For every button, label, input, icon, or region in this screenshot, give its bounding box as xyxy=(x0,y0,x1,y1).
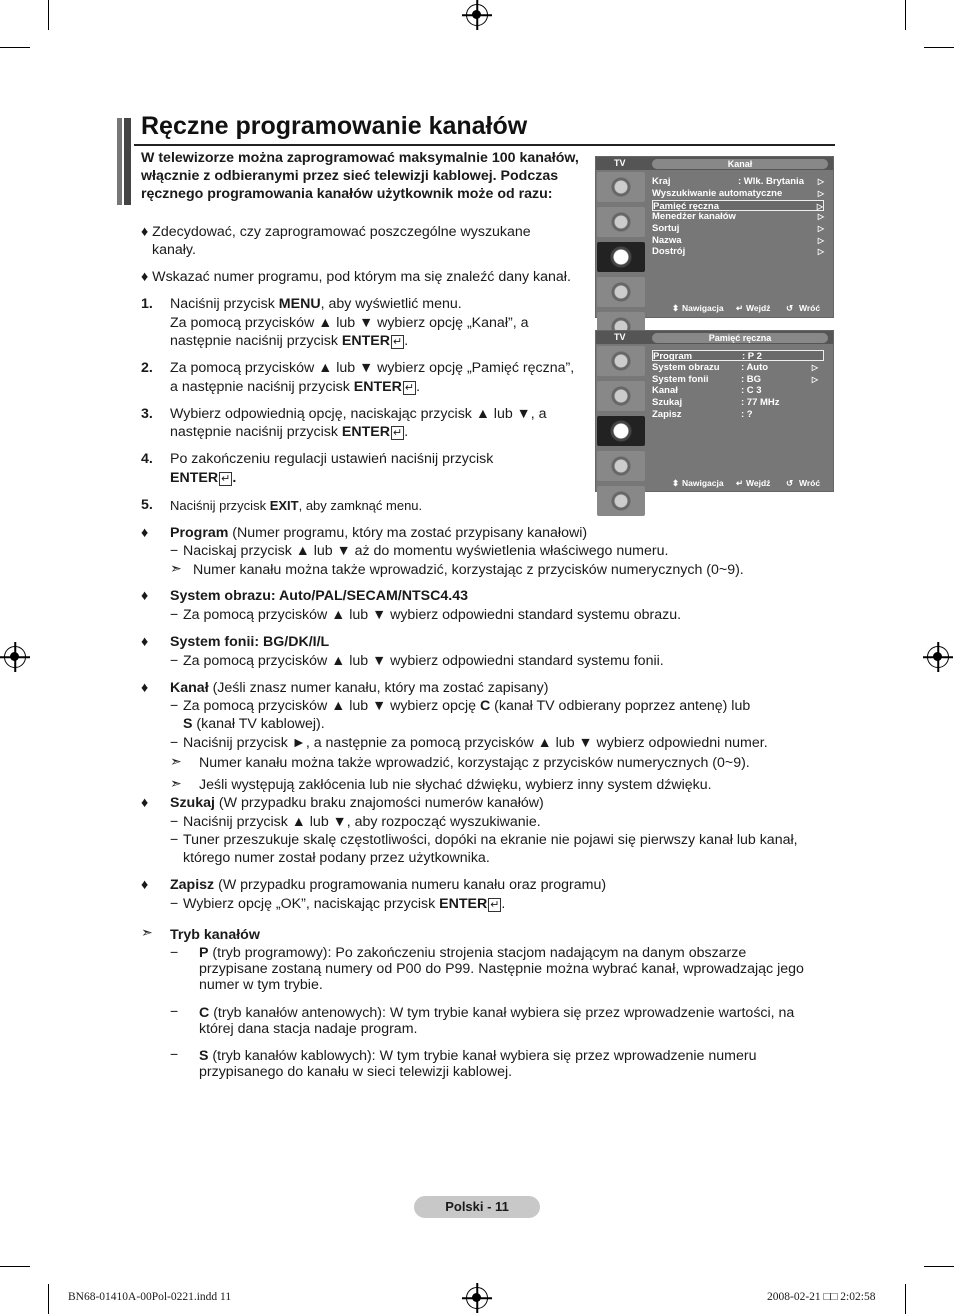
sound-icon xyxy=(597,381,645,411)
item-sound-system-dash-1: Za pomocą przycisków ▲ lub ▼ wybierz odpowiedni standard systemu fonii. xyxy=(183,653,664,669)
channel-mode-s: S (tryb kanałów kablowych): W tym trybie kanał wybiera się przez wprowadzenie numeru xyxy=(199,1048,757,1064)
item-program-dash-1: Naciskaj przycisk ▲ lub ▼ aż do momentu wyświetlenia właściwego numeru. xyxy=(183,543,669,559)
intro-bullet-1-cont: kanały. xyxy=(152,242,196,258)
tv-label: TV xyxy=(614,158,626,168)
registration-mark-icon xyxy=(927,646,949,668)
channel-icon xyxy=(597,242,645,272)
crop-mark xyxy=(0,1266,30,1267)
tv-menu-manual-store xyxy=(595,330,834,492)
registration-mark-icon xyxy=(466,4,488,26)
item-search-dash-2-cont: którego numer został podany przez użytkownika. xyxy=(183,850,490,866)
arrow-right-icon: ▷ xyxy=(816,201,823,211)
item-search-dash-1: Naciśnij przycisk ▲ lub ▼, aby rozpocząć wyszukiwanie. xyxy=(183,814,541,830)
tv-menu-item[interactable]: System fonii : BG ▷ xyxy=(652,373,818,385)
step-1-line-2: Za pomocą przycisków ▲ lub ▼ wybierz opcję „Kanał”, a xyxy=(170,315,529,331)
enter-icon: ↵ xyxy=(736,303,744,313)
step-number: 3. xyxy=(141,406,153,422)
intro-bullet-1: ♦ Zdecydować, czy zaprogramować poszczególne wyszukane xyxy=(141,224,531,240)
dash-icon: − xyxy=(170,653,179,669)
step-4-line-1: Po zakończeniu regulacji ustawień naciśnij przycisk xyxy=(170,451,494,467)
bullet-icon: ♦ xyxy=(141,680,149,696)
dash-icon: − xyxy=(170,543,179,559)
tv-menu-item[interactable]: Sortuj ▷ xyxy=(652,223,824,234)
crop-mark xyxy=(48,1284,49,1314)
tv-label: TV xyxy=(614,332,626,342)
tv-menu-header xyxy=(596,157,833,170)
enter-icon: ↵ xyxy=(490,899,500,911)
item-search: Szukaj (W przypadku braku znajomości numerów kanałów) xyxy=(170,795,544,811)
item-sound-system: System fonii: BG/DK/I/L xyxy=(170,634,330,650)
crop-mark xyxy=(905,1284,906,1314)
dash-icon: − xyxy=(170,832,179,848)
page-title: Ręczne programowanie kanałów xyxy=(141,112,528,140)
navigate-icon: ⬍ xyxy=(672,478,680,488)
dash-icon: − xyxy=(170,698,179,714)
tv-menu-sidebar xyxy=(596,170,646,347)
item-channel-note-1: Numer kanału można także wprowadzić, korzystając z przycisków numerycznych (0~9). xyxy=(199,755,750,771)
channel-mode-c: C (tryb kanałów antenowych): W tym trybie kanał wybiera się przez wprowadzenie wartości, na xyxy=(199,1005,795,1021)
step-number: 5. xyxy=(141,497,153,513)
intro-bullet-2: ♦ Wskazać numer programu, pod którym ma się znaleźć dany kanał. xyxy=(141,269,571,285)
item-program: Program (Numer programu, który ma zostać przypisany kanałowi) xyxy=(170,525,588,541)
tv-menu-sidebar xyxy=(596,344,646,521)
input-icon xyxy=(597,486,645,516)
bullet-icon: ♦ xyxy=(141,877,149,893)
item-picture-system: System obrazu: Auto/PAL/SECAM/NTSC4.43 xyxy=(170,588,468,604)
arrow-right-icon: ▷ xyxy=(817,177,824,186)
page-number: Polski - 11 xyxy=(414,1196,540,1218)
sound-icon xyxy=(597,207,645,237)
tv-menu-item[interactable]: Szukaj : 77 MHz xyxy=(652,397,780,408)
return-icon: ↺ xyxy=(786,478,794,488)
return-icon: ↺ xyxy=(786,303,794,313)
note-icon: ➣ xyxy=(170,754,182,770)
tv-menu-item[interactable]: Wyszukiwanie automatyczne ▷ xyxy=(652,188,824,199)
step-4-line-2: ENTER ↵ . xyxy=(170,470,237,486)
tv-menu-title: Pamięć ręczna xyxy=(652,333,828,343)
item-channel-note-2: Jeśli występują zakłócenia lub nie słychać dźwięku, wybierz inny system dźwięku. xyxy=(199,777,712,793)
enter-icon: ↵ xyxy=(736,478,744,488)
step-3-line-1: Wybierz odpowiednią opcję, naciskając przycisk ▲ lub ▼, a xyxy=(170,406,547,422)
title-accent-bar xyxy=(124,118,131,205)
item-picture-system-dash-1: Za pomocą przycisków ▲ lub ▼ wybierz odpowiedni standard systemu obrazu. xyxy=(183,607,682,623)
dash-icon: − xyxy=(170,607,179,623)
arrow-right-icon: ▷ xyxy=(817,189,824,198)
tv-menu-channel xyxy=(595,156,834,318)
arrow-right-icon: ▷ xyxy=(811,363,818,372)
channel-mode-heading: Tryb kanałów xyxy=(170,927,260,943)
step-number: 2. xyxy=(141,360,153,376)
enter-icon: ↵ xyxy=(393,427,403,439)
crop-mark xyxy=(924,1266,954,1267)
channel-mode-c-cont: której dana stacja nadaje program. xyxy=(199,1021,418,1037)
item-store-dash-1: Wybierz opcję „OK”, naciskając przycisk ENTER ↵ . xyxy=(183,896,506,912)
dash-icon: − xyxy=(170,945,179,961)
arrow-right-icon: ▷ xyxy=(817,212,824,221)
tv-menu-item[interactable]: Kraj : Wlk. Brytania ▷ xyxy=(652,176,824,187)
tv-menu-item[interactable]: System obrazu : Auto ▷ xyxy=(652,362,818,373)
tv-menu-header xyxy=(596,331,833,344)
registration-mark-icon xyxy=(466,1287,488,1309)
crop-mark xyxy=(905,0,906,30)
item-channel-dash-1-cont: S (kanał TV kablowej). xyxy=(183,716,325,732)
item-channel-dash-1: Za pomocą przycisków ▲ lub ▼ wybierz opcję C (kanał TV odbierany poprzez antenę) lub xyxy=(183,698,751,714)
step-3-line-2: następnie naciśnij przycisk ENTER ↵ . xyxy=(170,424,409,440)
file-slug: BN68-01410A-00Pol-0221.indd 11 xyxy=(68,1291,232,1303)
note-icon: ➣ xyxy=(170,776,182,792)
title-accent-bar xyxy=(117,118,122,205)
dash-icon: − xyxy=(170,896,179,912)
step-1-line-1: Naciśnij przycisk MENU, aby wyświetlić menu. xyxy=(170,296,462,312)
registration-mark-icon xyxy=(4,646,26,668)
channel-mode-p-cont: numer w tym trybie. xyxy=(199,977,323,993)
tv-menu-footer: ⬍ Nawigacja ↵ Wejdź ↺ Wróć xyxy=(672,478,821,488)
date-slug: 2008-02-21 □□ 2:02:58 xyxy=(767,1291,876,1303)
arrow-right-icon: ▷ xyxy=(817,224,824,233)
intro-text: W telewizorze można zaprogramować maksymalnie 100 kanałów, włącznie z odbieranymi przez sieć telewizji kablowej. Podczas ręcznego programowania kanałów użytkownik może od razu: xyxy=(141,150,579,202)
crop-mark xyxy=(0,47,30,48)
dash-icon: − xyxy=(170,1004,179,1020)
step-2-line-1: Za pomocą przycisków ▲ lub ▼ wybierz opcję „Pamięć ręczna”, xyxy=(170,360,575,376)
step-5-line-1: Naciśnij przycisk EXIT, aby zamknąć menu. xyxy=(170,498,423,513)
dash-icon: − xyxy=(170,814,179,830)
bullet-icon: ♦ xyxy=(141,634,149,650)
tv-menu-footer: ⬍ Nawigacja ↵ Wejdź ↺ Wróć xyxy=(672,303,821,313)
setup-icon xyxy=(597,451,645,481)
dash-icon: − xyxy=(170,735,179,751)
setup-icon xyxy=(597,277,645,307)
enter-icon: ↵ xyxy=(393,336,403,348)
enter-icon: ↵ xyxy=(404,382,415,394)
item-channel: Kanał (Jeśli znasz numer kanału, który ma zostać zapisany) xyxy=(170,680,549,696)
tv-menu-item[interactable]: Dostrój ▷ xyxy=(652,246,824,257)
channel-mode-s-cont: przypisanego do kanału w sieci telewizji kablowej. xyxy=(199,1064,513,1080)
picture-icon xyxy=(597,172,645,202)
arrow-right-icon: ▷ xyxy=(817,235,824,245)
step-2-line-2: a następnie naciśnij przycisk ENTER ↵ . xyxy=(170,379,421,395)
step-number: 4. xyxy=(141,451,153,467)
tv-menu-item-selected[interactable]: Program : P 2 xyxy=(652,350,824,362)
item-program-note-1: Numer kanału można także wprowadzić, korzystając z przycisków numerycznych (0~9). xyxy=(193,562,744,578)
crop-mark xyxy=(48,0,49,30)
bullet-icon: ♦ xyxy=(141,525,149,541)
arrow-right-icon: ▷ xyxy=(817,247,824,256)
picture-icon xyxy=(597,346,645,376)
note-icon: ➣ xyxy=(141,925,153,941)
step-number: 1. xyxy=(141,296,153,312)
bullet-icon: ♦ xyxy=(141,588,149,604)
note-icon: ➣ xyxy=(170,561,182,577)
tv-menu-item-selected[interactable]: Pamięć ręczna ▷ xyxy=(653,200,823,212)
step-1-line-3: następnie naciśnij przycisk ENTER ↵ . xyxy=(170,333,409,349)
channel-mode-p: P (tryb programowy): Po zakończeniu strojenia stacjom nadającym na danym obszarze xyxy=(199,945,747,961)
tv-menu-item[interactable]: Kanał : C 3 xyxy=(652,385,762,396)
item-channel-dash-2: Naciśnij przycisk ►, a następnie za pomocą przycisków ▲ lub ▼ wybierz odpowiedni numer. xyxy=(183,735,768,751)
item-search-dash-2: Tuner przeszukuje skalę częstotliwości, dopóki na ekranie nie pojawi się pierwszy kanał lub kanał, xyxy=(183,832,798,848)
arrow-right-icon: ▷ xyxy=(811,374,818,384)
tv-menu-item[interactable]: Menedżer kanałów ▷ xyxy=(652,211,824,222)
channel-icon xyxy=(597,416,645,446)
channel-mode-p-cont: przypisane zostaną numery od P00 do P99. Następnie można wybrać kanał, wprowadzając jego xyxy=(199,961,804,977)
title-underline xyxy=(134,144,835,146)
tv-menu-item[interactable]: Nazwa ▷ xyxy=(652,234,824,246)
bullet-icon: ♦ xyxy=(141,795,149,811)
enter-icon: ↵ xyxy=(221,473,231,485)
navigate-icon: ⬍ xyxy=(672,303,680,313)
tv-menu-item[interactable]: Zapisz : ? xyxy=(652,408,753,420)
tv-menu-title: Kanał xyxy=(652,159,828,169)
crop-mark xyxy=(924,47,954,48)
item-store: Zapisz (W przypadku programowania numeru kanału oraz programu) xyxy=(170,877,607,893)
dash-icon: − xyxy=(170,1047,179,1063)
